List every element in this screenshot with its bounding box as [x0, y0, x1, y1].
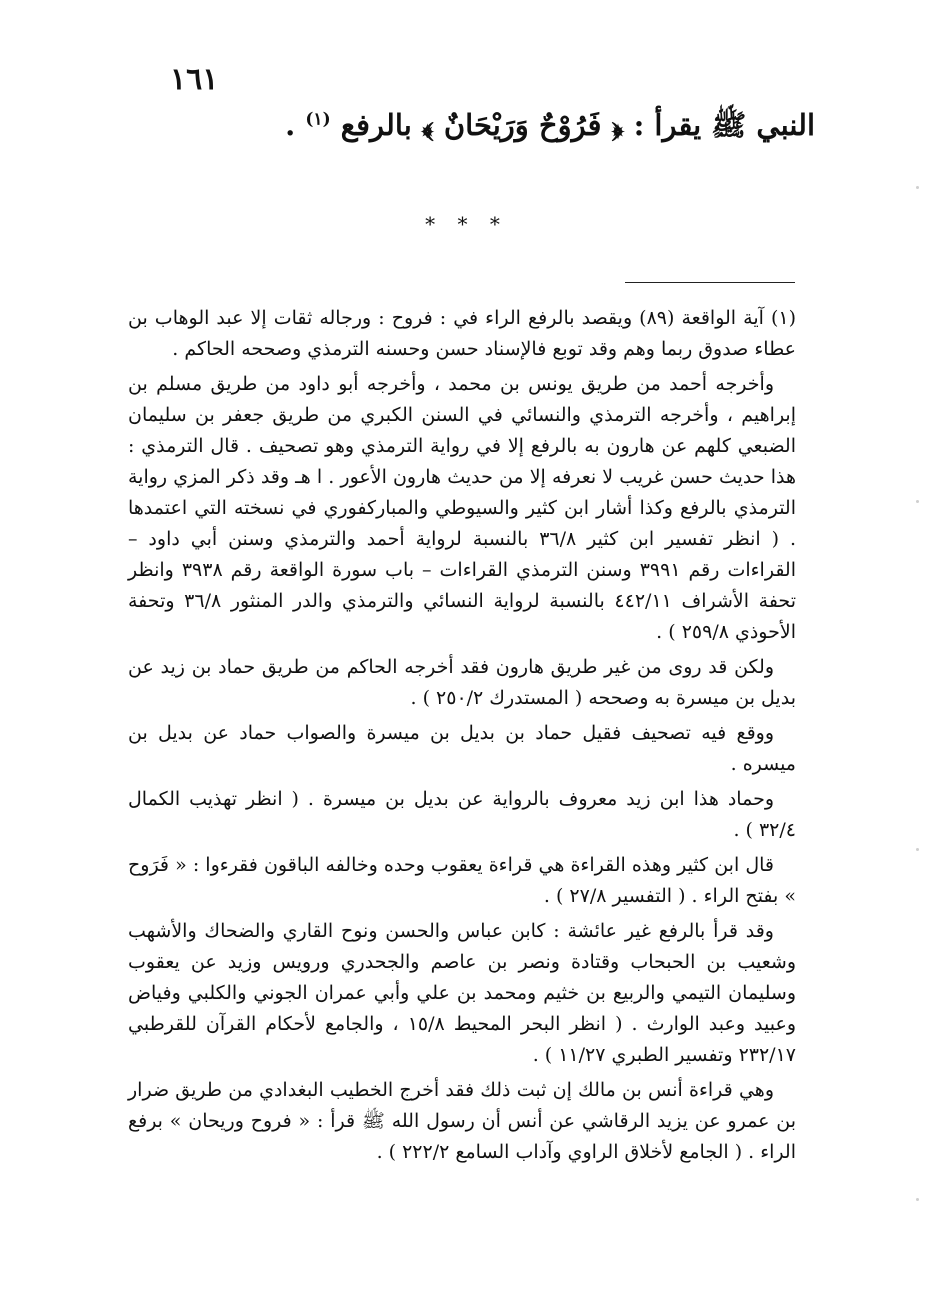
footnotes	[128, 303, 796, 1172]
footnote-paragraph: ولكن قد روى من غير طريق هارون فقد أخرجه الحاكم من طريق حماد بن زيد عن بديل بن ميسرة به وصححه ( المستدرك ٢٥٠/٢ ) .	[128, 656, 796, 709]
footnote-divider	[625, 282, 795, 283]
footnote-paragraph: وحماد هذا ابن زيد معروف بالرواية عن بديل بن ميسرة . ( انظر تهذيب الكمال ٣٢/٤ ) .	[128, 788, 796, 841]
main-text-end: .	[285, 108, 296, 142]
scan-mark	[916, 848, 919, 851]
scan-mark	[916, 1198, 919, 1201]
main-text: النبي ﷺ يقرأ : ﴿ فَرُوْحٌ وَرَيْحَانٌ ﴾ بالرفع	[340, 108, 815, 142]
footnote-paragraph: ووقع فيه تصحيف فقيل حماد بن بديل بن ميسرة والصواب حماد عن بديل بن ميسره .	[128, 722, 796, 775]
scan-mark	[916, 500, 919, 503]
footnote-marker: (١)	[305, 109, 331, 130]
footnote-paragraph: قال ابن كثير وهذه القراءة هي قراءة يعقوب وحده وخالفه الباقون فقرءوا : « فَرَوح » بفتح الراء . ( التفسير ٢٧/٨ ) .	[128, 854, 796, 907]
footnote-paragraph: وهي قراءة أنس بن مالك إن ثبت ذلك فقد أخرج الخطيب البغدادي من طريق ضرار بن عمرو عن يزيد الرقاشي عن أنس أن رسول الله ﷺ قرأ : « فروح وريحان » برفع الراء . ( الجامع لأخلاق الراوي وآداب السامع ٢٢٢/٢ ) .	[128, 1079, 796, 1163]
footnote-paragraph: وأخرجه أحمد من طريق يونس بن محمد ، وأخرجه أبو داود من طريق مسلم بن إبراهيم ، وأخرجه الترمذي والنسائي في السنن الكبري من طريق جعفر بن سليمان الضبعي كلهم عن هارون به بالرفع إلا في رواية الترمذي وهو تصحيف . قال الترمذي : هذا حديث حسن غريب لا نعرفه إلا من حديث هارون الأعور . ا هـ وقد ذكر المزي رواية الترمذي بالرفع وكذا أشار ابن كثير والسيوطي والمباركفوري في نسخته التي اعتمدها . ( انظر تفسير ابن كثير ٣٦/٨ بالنسبة لرواية أحمد والترمذي وسنن أبي داود – القراءات رقم ٣٩٩١ وسنن الترمذي القراءات – باب سورة الواقعة رقم ٣٩٣٨ وانظر تحفة الأشراف ٤٤٢/١١ بالنسبة لرواية النسائي والترمذي والدر المنثور ٣٦/٨ وتحفة الأحوذي ٢٥٩/٨ ) .	[128, 373, 797, 643]
section-separator: * * *	[425, 212, 508, 236]
footnote-paragraph: (١) آية الواقعة (٨٩) ويقصد بالرفع الراء في : فروح : ورجاله ثقات إلا عبد الوهاب بن عطاء صدوق ربما وهم وقد توبع فالإسناد حسن وحسنه الترمذي وصححه الحاكم .	[128, 307, 796, 360]
page-number: ١٦١	[170, 62, 219, 97]
footnote-paragraph: وقد قرأ بالرفع غير عائشة : كابن عباس والحسن ونوح القاري والضحاك والأشهب وشعيب بن الحبحاب وقتادة ونصر بن عاصم والجحدري ورويس وزيد عن يعقوب وسليمان التيمي والربيع بن خثيم ومحمد بن علي وأبي عمران الجوني والكلبي وفياض وعبيد وعبد الوارث . ( انظر البحر المحيط ١٥/٨ ، والجامع لأحكام القرآن للقرطبي ٢٣٢/١٧ وتفسير الطبري ١١/٢٧ ) .	[128, 920, 796, 1066]
scan-mark	[916, 186, 919, 189]
main-text-line	[115, 108, 815, 150]
